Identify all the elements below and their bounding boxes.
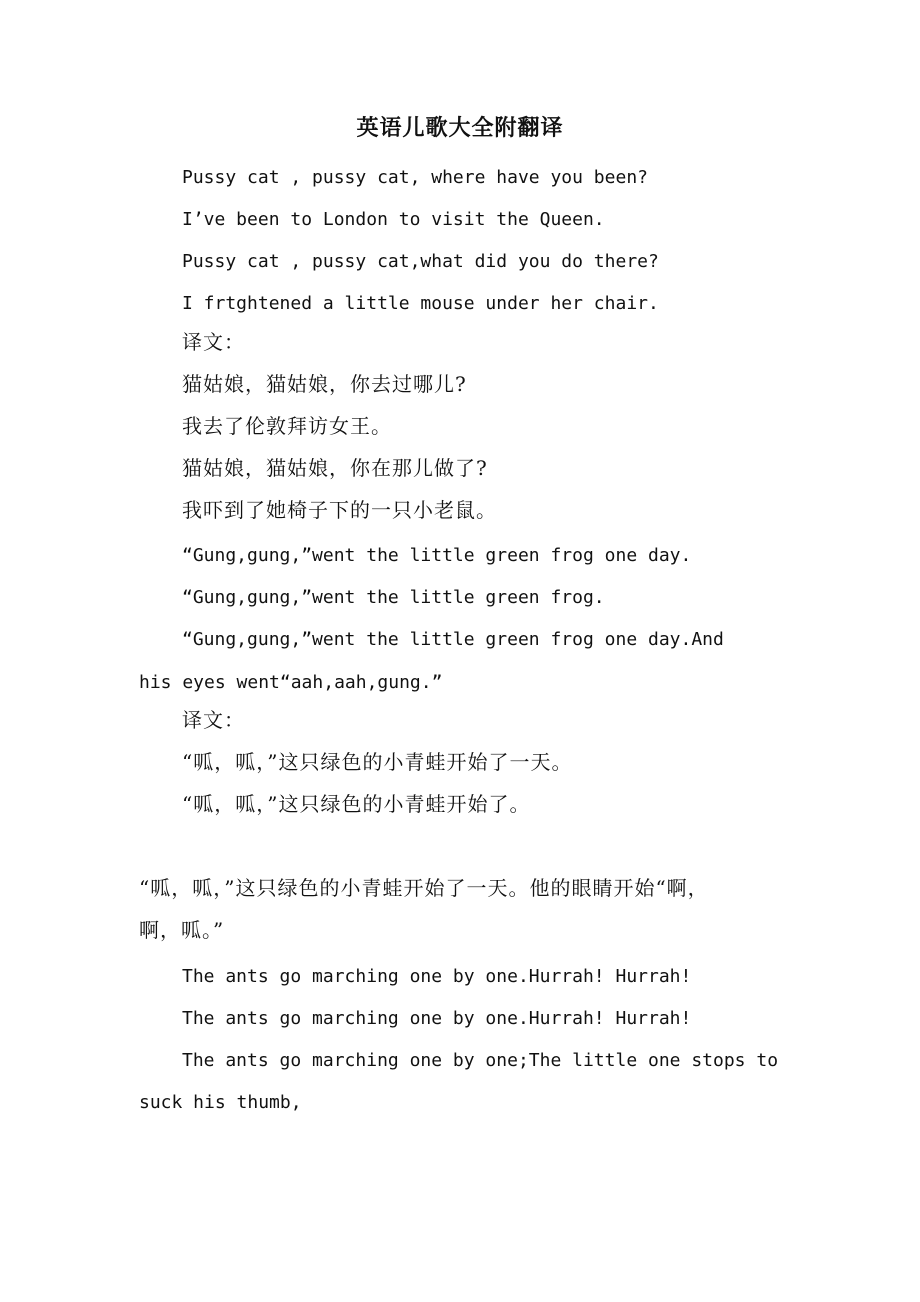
song2-line-1: “Gung,gung,”went the little green frog one day. <box>182 545 692 566</box>
song3-line-2: The ants go marching one by one.Hurrah! Hurrah! <box>182 1008 692 1029</box>
song1-line-4: I frtghtened a little mouse under her chair. <box>182 293 659 314</box>
song1-translation-4: 我吓到了她椅子下的一只小老鼠。 <box>182 498 497 522</box>
song1-translation-label: 译文： <box>182 330 245 354</box>
song1-line-2: I’ve been to London to visit the Queen. <box>182 209 605 230</box>
song1-line-3: Pussy cat , pussy cat,what did you do there? <box>182 251 659 272</box>
song2-translation-label: 译文： <box>182 708 245 732</box>
page-title: 英语儿歌大全附翻译 <box>356 115 564 141</box>
song3-line-1: The ants go marching one by one.Hurrah! Hurrah! <box>182 966 692 987</box>
song3-line-4: suck his thumb, <box>139 1092 302 1113</box>
song2-line-3: “Gung,gung,”went the little green frog one day.And <box>182 629 724 650</box>
song3-line-3: The ants go marching one by one;The little one stops to <box>182 1050 779 1071</box>
song2-translation-1: “呱，呱，”这只绿色的小青蛙开始了一天。 <box>182 750 573 774</box>
song2-translation-4: 啊，呱。” <box>139 918 225 942</box>
song2-translation-2: “呱，呱，”这只绿色的小青蛙开始了。 <box>182 792 531 816</box>
song1-line-1: Pussy cat , pussy cat, where have you been? <box>182 167 648 188</box>
song2-line-4: his eyes went“aah,aah,gung.” <box>139 672 443 693</box>
song1-translation-3: 猫姑娘，猫姑娘，你在那儿做了? <box>182 456 488 480</box>
song1-translation-1: 猫姑娘，猫姑娘，你去过哪儿? <box>182 372 467 396</box>
song2-translation-3: “呱，呱，”这只绿色的小青蛙开始了一天。他的眼睛开始“啊， <box>139 876 709 900</box>
song1-translation-2: 我去了伦敦拜访女王。 <box>182 414 392 438</box>
song2-line-2: “Gung,gung,”went the little green frog. <box>182 587 605 608</box>
